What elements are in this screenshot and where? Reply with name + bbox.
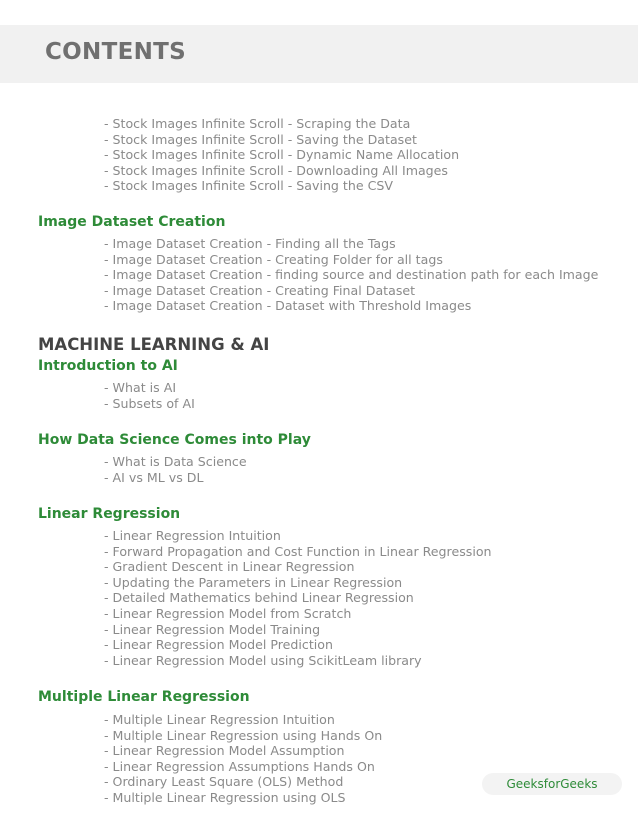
geeksforgeeks-brand-badge: GeeksforGeeks	[482, 773, 622, 795]
list-item: - Subsets of AI	[104, 395, 195, 411]
page-title: CONTENTS	[45, 39, 186, 65]
list-item: - Gradient Descent in Linear Regression	[104, 559, 355, 575]
list-item: - Image Dataset Creation - Dataset with Threshold Images	[104, 298, 472, 314]
section-title-intro-ai: Introduction to AI	[38, 358, 178, 374]
intro-ai-list	[0, 380, 638, 411]
data-science-list-block	[0, 454, 638, 485]
list-item: - Linear Regression Model Training	[104, 621, 321, 637]
intro-ai-list-block	[0, 380, 638, 411]
list-item: - Linear Regression Model Assumption	[104, 743, 345, 759]
data-science-list	[0, 454, 638, 485]
list-item: - Updating the Parameters in Linear Regression	[104, 574, 403, 590]
list-item: - Image Dataset Creation - finding source and destination path for each Image	[104, 267, 599, 283]
list-item: - Multiple Linear Regression using Hands On	[104, 727, 383, 743]
section-title-image-dataset: Image Dataset Creation	[38, 214, 226, 230]
list-item: - Linear Regression Intuition	[104, 528, 281, 543]
list-item: - Linear Regression Model Prediction	[104, 637, 333, 653]
section-title-machine-learning: MACHINE LEARNING & AI	[38, 335, 270, 354]
list-item: - Stock Images Infinite Scroll - Saving the CSV	[104, 178, 393, 194]
list-item: - Stock Images Infinite Scroll - Downloading All Images	[104, 162, 448, 178]
list-item: - Linear Regression Model from Scratch	[104, 605, 352, 621]
stock-images-list-block	[0, 116, 638, 194]
list-item: - Linear Regression Assumptions Hands On	[104, 758, 375, 774]
section-title-multiple-linear-regression: Multiple Linear Regression	[38, 689, 250, 705]
image-dataset-list	[0, 236, 638, 314]
list-item: - Image Dataset Creation - Finding all the Tags	[104, 236, 396, 251]
linear-regression-list-block	[0, 528, 638, 668]
image-dataset-list-block	[0, 236, 638, 314]
list-item: - AI vs ML vs DL	[104, 469, 204, 485]
list-item: - Stock Images Infinite Scroll - Scraping the Data	[104, 116, 411, 131]
list-item: - What is Data Science	[104, 454, 247, 469]
list-item: - Linear Regression Model using ScikitLeam library	[104, 652, 422, 668]
list-item: - Ordinary Least Square (OLS) Method	[104, 774, 344, 790]
list-item: - Image Dataset Creation - Creating Folder for all tags	[104, 251, 443, 267]
list-item: - Multiple Linear Regression Intuition	[104, 712, 335, 727]
section-title-data-science: How Data Science Comes into Play	[38, 432, 311, 448]
list-item: - Stock Images Infinite Scroll - Dynamic Name Allocation	[104, 147, 460, 163]
list-item: - Multiple Linear Regression using OLS	[104, 789, 346, 805]
section-title-linear-regression: Linear Regression	[38, 506, 181, 522]
stock-images-list	[0, 116, 638, 194]
list-item: - Image Dataset Creation - Creating Final Dataset	[104, 282, 416, 298]
contents-header	[0, 25, 638, 83]
linear-regression-list	[0, 528, 638, 668]
list-item: - Forward Propagation and Cost Function in Linear Regression	[104, 543, 492, 559]
list-item: - Stock Images Infinite Scroll - Saving the Dataset	[104, 131, 417, 147]
list-item: - What is AI	[104, 380, 177, 395]
list-item: - Detailed Mathematics behind Linear Regression	[104, 590, 414, 606]
